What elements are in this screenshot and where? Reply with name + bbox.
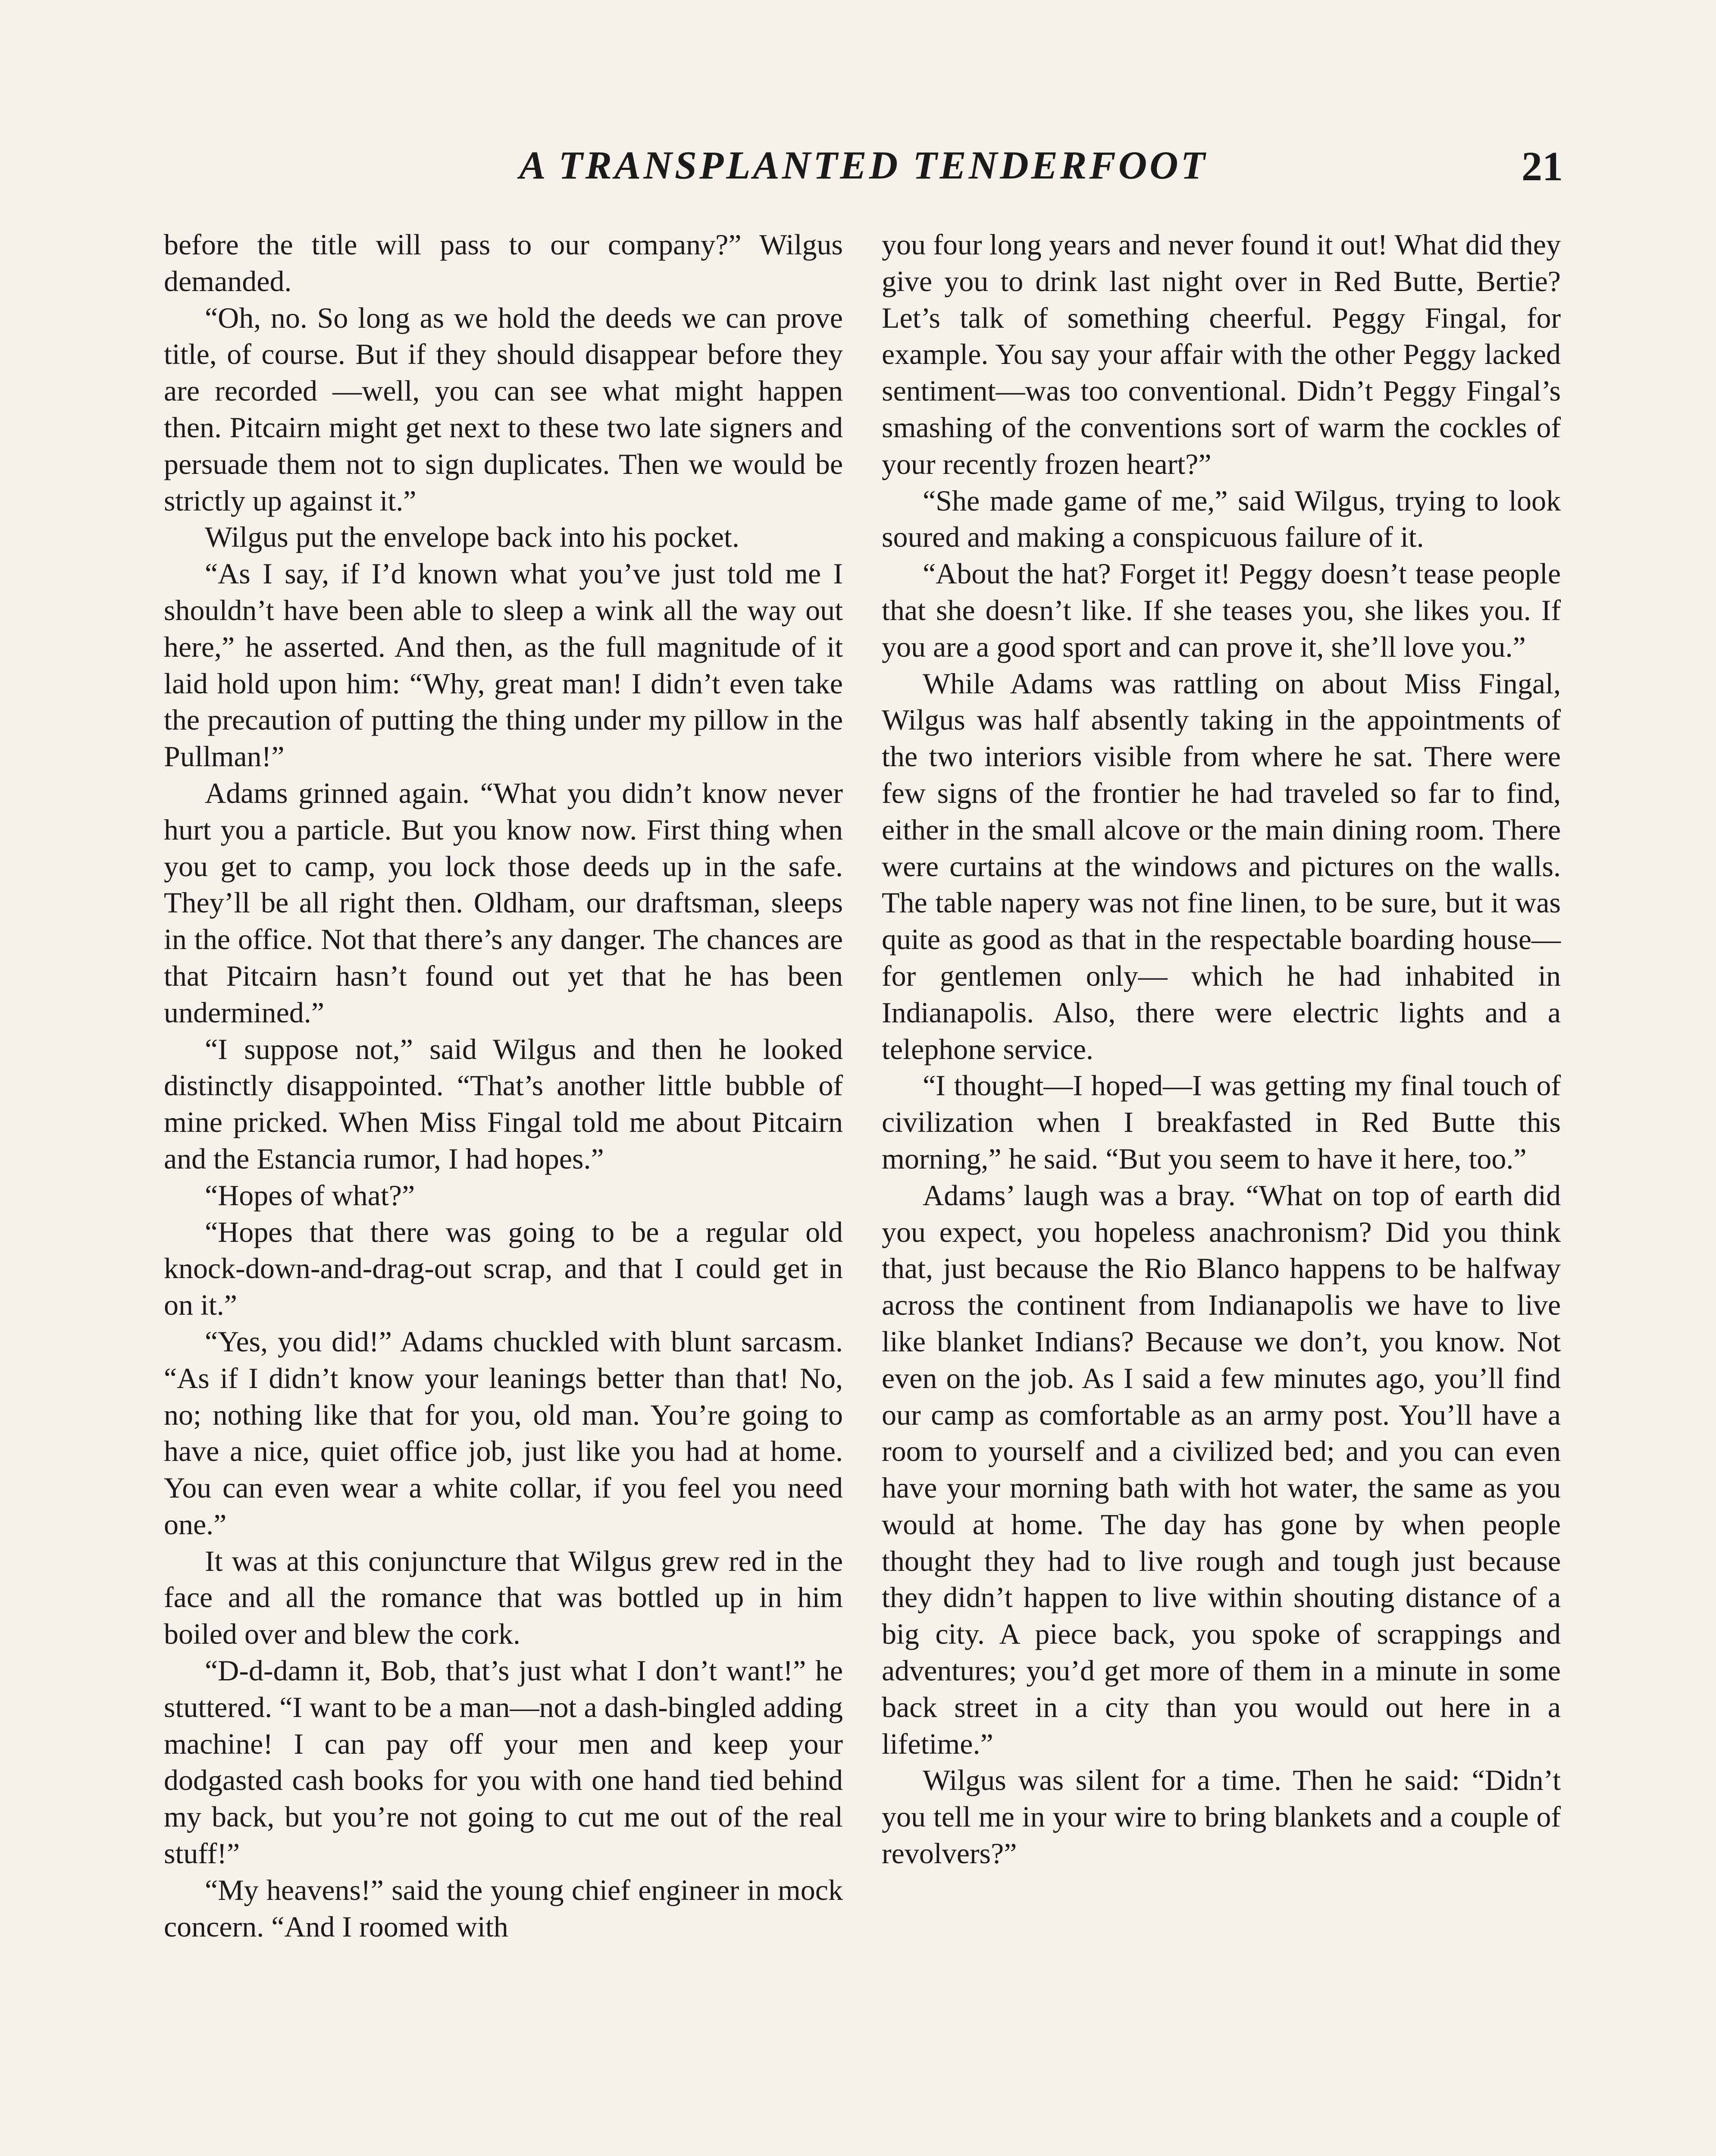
paragraph: you four long years and never found it out! What did they give you to drink last night over in Red Butte, Bertie? Let’s talk of something cheerful. Peggy Fingal, for example. You say your affair with the other Peggy lacked sentiment—was too conventional. Didn’t Peggy Fingal’s smashing of the conventions sort of warm the cockles of your recently frozen heart?” [882, 228, 1561, 480]
paragraph: “I thought—I hoped—I was getting my final touch of civilization when I breakfasted in Red Butte this morning,” he said. “But you seem to have it here, too.” [882, 1069, 1561, 1175]
paragraph: “D-d-damn it, Bob, that’s just what I don’t want!” he stuttered. “I want to be a man—not a dash-bingled adding machine! I can pay off your men and keep your dodgasted cash books for you with one hand tied behind my back, but you’re not going to cut me out of the real stuff!” [164, 1654, 843, 1870]
paragraph: Wilgus put the envelope back into his pocket. [205, 520, 739, 554]
paragraph: “Oh, no. So long as we hold the deeds we can prove title, of course. But if they should disappear before they are recorded —well, you can see what might happen then. Pitcairn might get next to these two late signers and persuade them not to sign duplicates. Then we would be strictly up against it.” [164, 301, 843, 517]
running-title: A TRANSPLANTED TENDERFOOT [519, 143, 1208, 187]
paragraph: “My heavens!” said the young chief engineer in mock concern. “And I roomed with [164, 1873, 843, 1943]
paragraph: “Yes, you did!” Adams chuckled with blunt sarcasm. “As if I didn’t know your leanings better than that! No, no; nothing like that for you, old man. You’re going to have a nice, quiet office job, just like you had at home. You can even wear a white collar, if you feel you need one.” [164, 1325, 843, 1541]
paragraph: “About the hat? Forget it! Peggy doesn’t tease people that she doesn’t like. If she teases you, she likes you. If you are a good sport and can prove it, she’ll love you.” [882, 557, 1561, 663]
page-header [164, 142, 1563, 194]
paragraph: Adams’ laugh was a bray. “What on top of earth did you expect, you hopeless anachronism? Did you think that, just because the Rio Blanco happens to be halfway across the continent from Indianapolis we have to live like blanket Indians? Because we don’t, you know. Not even on the job. As I said a few minutes ago, you’ll find our camp as comfortable as an army post. You’ll have a room to yourself and a civilized bed; and you can even have your morning bath with hot water, the same as you would at home. The day has gone by when people thought they had to live rough and tough just because they didn’t happen to live within shouting distance of a big city. A piece back, you spoke of scrappings and adventures; you’d get more of them in a minute in some back street in a city than you would out here in a lifetime.” [882, 1178, 1561, 1760]
paragraph: Adams grinned again. “What you didn’t know never hurt you a particle. But you know now. First thing when you get to camp, you lock those deeds up in the safe. They’ll be all right then. Oldham, our draftsman, sleeps in the office. Not that there’s any danger. The chances are that Pitcairn hasn’t found out yet that he has been undermined.” [164, 776, 843, 1029]
paragraph: before the title will pass to our company?” Wilgus demanded. [164, 228, 843, 298]
left-column [164, 226, 843, 1945]
paragraph: Wilgus was silent for a time. Then he said: “Didn’t you tell me in your wire to bring blankets and a couple of revolvers?” [882, 1764, 1561, 1870]
paragraph: “I suppose not,” said Wilgus and then he looked distinctly disappointed. “That’s another little bubble of mine pricked. When Miss Fingal told me about Pitcairn and the Estancia rumor, I had hopes.” [164, 1032, 843, 1175]
paragraph: “Hopes of what?” [205, 1178, 415, 1212]
paragraph: “She made game of me,” said Wilgus, trying to look soured and making a conspicuous failure of it. [882, 484, 1561, 554]
paragraph: “As I say, if I’d known what you’ve just told me I shouldn’t have been able to sleep a wink all the way out here,” he asserted. And then, as the full magnitude of it laid hold upon him: “Why, great man! I didn’t even take the precaution of putting the thing under my pillow in the Pullman!” [164, 557, 843, 773]
paragraph: While Adams was rattling on about Miss Fingal, Wilgus was half absently taking in the appointments of the two interiors visible from where he sat. There were few signs of the frontier he had traveled so far to find, either in the small alcove or the main dining room. There were curtains at the windows and pictures on the walls. The table napery was not fine linen, to be sure, but it was quite as good as that in the respectable boarding house—for gentlemen only— which he had inhabited in Indianapolis. Also, there were electric lights and a telephone service. [882, 667, 1561, 1065]
paragraph: It was at this conjuncture that Wilgus grew red in the face and all the romance that was bottled up in him boiled over and blew the cork. [164, 1544, 843, 1651]
paragraph: “Hopes that there was going to be a regular old knock-down-and-drag-out scrap, and that I could get in on it.” [164, 1215, 843, 1322]
page-number: 21 [1522, 143, 1563, 189]
right-column [882, 226, 1561, 1872]
